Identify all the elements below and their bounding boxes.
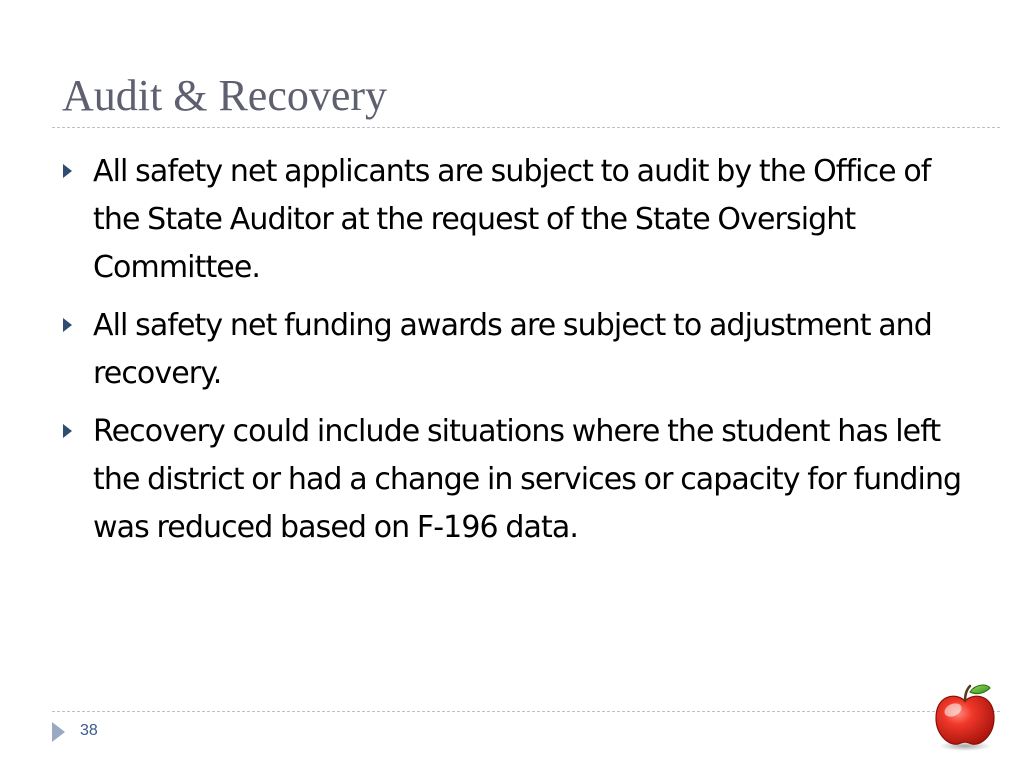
bullet-text: All safety net funding awards are subject to adjustment and recovery. <box>93 308 932 391</box>
bullet-list <box>60 148 970 562</box>
title-divider <box>52 127 1000 128</box>
bullet-item <box>60 148 970 292</box>
bullet-item <box>60 408 970 552</box>
bullet-arrow-icon <box>63 424 72 438</box>
bullet-arrow-icon <box>63 164 72 178</box>
footer-divider <box>52 711 1000 712</box>
bullet-text: All safety net applicants are subject to audit by the Office of the State Auditor at the request of the State Oversight Committee. <box>93 154 931 285</box>
slide-number: 38 <box>80 722 98 739</box>
bullet-arrow-icon <box>63 318 72 332</box>
bullet-item <box>60 302 970 398</box>
bullet-text: Recovery could include situations where the student has left the district or had a change in services or capacity for funding was reduced based on F-196 data. <box>93 414 962 545</box>
apple-logo-icon <box>928 680 1000 752</box>
slide-title: Audit & Recovery <box>62 71 388 120</box>
footer-arrow-icon <box>52 722 65 742</box>
